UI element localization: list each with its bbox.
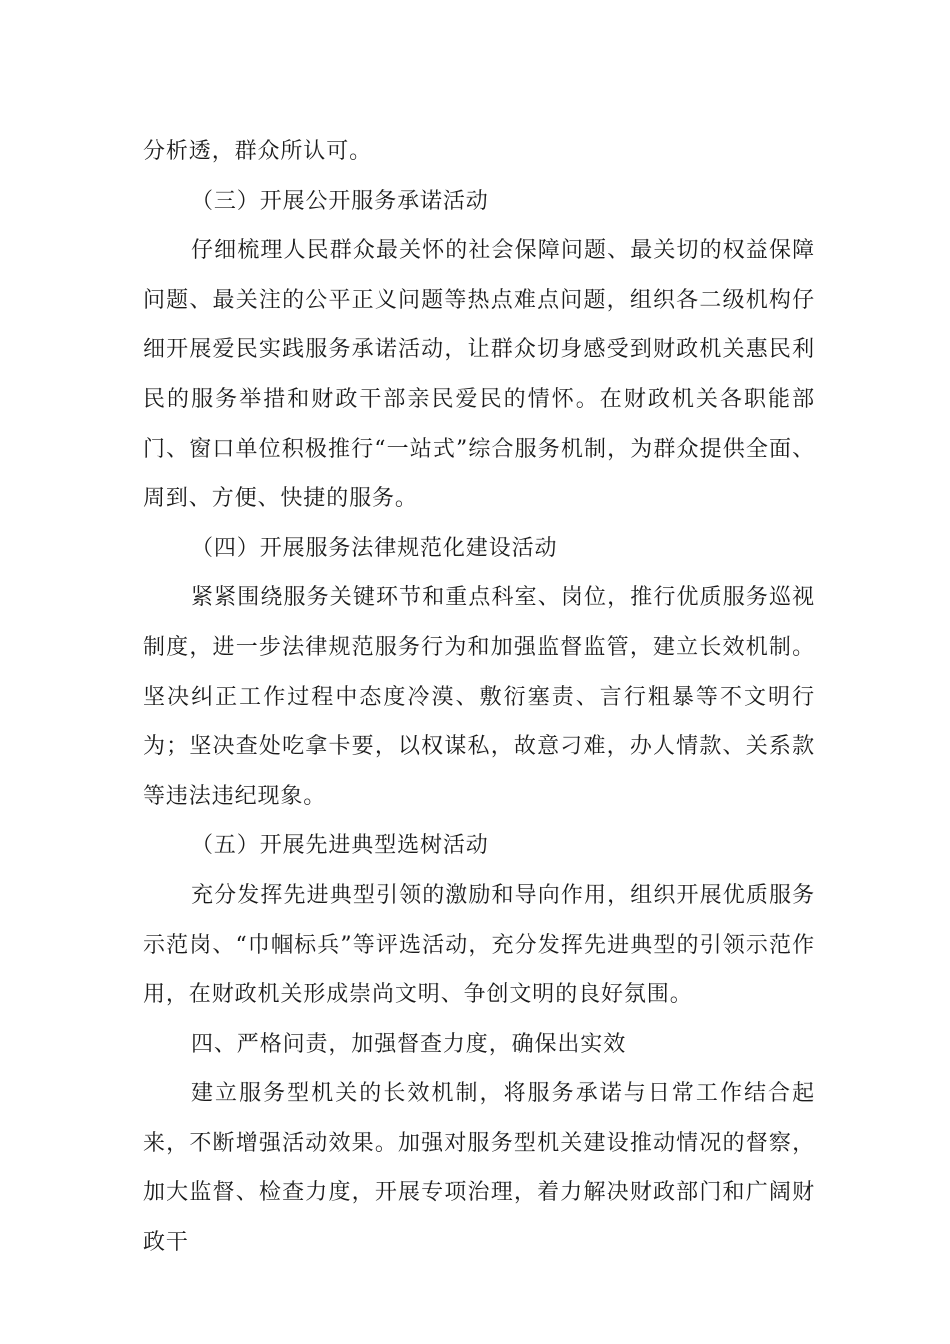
subheading-three: （三）开展公开服务承诺活动 (191, 188, 489, 214)
paragraph-continued: 分析透，群众所认可。 (143, 139, 373, 164)
document-body (143, 127, 815, 1268)
subheading-four: （四）开展服务法律规范化建设活动 (191, 535, 558, 561)
paragraph-service-commitment: 仔细梳理人民群众最关怀的社会保障问题、最关切的权益保障问题、最关注的公平正义问题等热点难点问题，组织各二级机构仔细开展爱民实践服务承诺活动，让群众切身感受到财政机关惠民利民的服务举措和财政干部亲民爱民的情怀。在财政机关各职能部门、窗口单位积极推行“一站式”综合服务机制，为群众提供全面、周到、方便、快捷的服务。 (143, 238, 815, 512)
paragraph-advanced-models: 充分发挥先进典型引领的激励和导向作用，组织开展优质服务示范岗、“巾帼标兵”等评选活动，充分发挥先进典型的引领示范作用，在财政机关形成崇尚文明、争创文明的良好氛围。 (143, 882, 815, 1008)
paragraph-accountability: 建立服务型机关的长效机制，将服务承诺与日常工作结合起来，不断增强活动效果。加强对服务型机关建设推动情况的督察，加大监督、检查力度，开展专项治理，着力解决财政部门和广阔财政干 (143, 1081, 815, 1256)
paragraph-service-standardization: 紧紧围绕服务关键环节和重点科室、岗位，推行优质服务巡视制度，进一步法律规范服务行为和加强监督监管，建立长效机制。坚决纠正工作过程中态度冷漠、敷衍塞责、言行粗暴等不文明行为；坚决查处吃拿卡要，以权谋私，故意刁难，办人情款、关系款等违法违纪现象。 (143, 585, 815, 809)
section-heading-four: 四、严格问责，加强督查力度，确保出实效 (191, 1031, 627, 1057)
subheading-five: （五）开展先进典型选树活动 (191, 833, 489, 859)
